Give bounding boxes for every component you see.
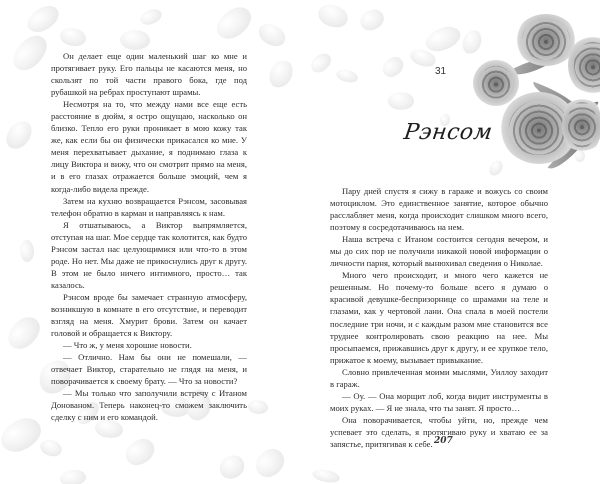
- chapter-title: Рэнсом: [402, 120, 495, 145]
- left-page-body-text: [51, 50, 247, 423]
- paragraph: Много чего происходит, и много чего кажется не решенным. Но почему-то больше всего я думаю о красивой девушке-беспризорнице со шрамами на теле и глазами, как у чертовой лани. Она спала в моей постели последние три ночи, и с каждым разом мне становится все труднее контролировать свою реакцию на нее. Мы просыпаемся, прижавшись друг к другу, и ее хрупкое тело, прижатое к моему, вызывает привыкание.: [330, 270, 548, 365]
- right-page-body-text: [330, 185, 548, 450]
- right-page: [300, 0, 600, 484]
- dialogue-paragraph: — Мы только что заполучили встречу с Итаном Донованом. Теперь наконец-то сможем заключить сделку с ним и его командой.: [51, 388, 247, 423]
- paragraph: Она поворачивается, чтобы уйти, но, прежде чем успевает это сделать, я протягиваю руку и хватаю ее за запястье, притягивая к себе.: [330, 414, 548, 449]
- paragraph: Он делает еще один маленький шаг ко мне и протягивает руку. Его пальцы не касаются меня, но скользят по той части правого бока, где под рубашкой на ребрах проступают шрамы.: [51, 51, 247, 98]
- paragraph: Словно привлеченная моими мыслями, Уиллоу заходит в гараж.: [330, 366, 548, 389]
- page-number: 207: [434, 436, 453, 446]
- paragraph: Я отшатываюсь, а Виктор выпрямляется, отступая на шаг. Мое сердце так колотится, как будто Рэнсом застал нас целующимися или что-то в этом роде. Но нет. Мы даже не прикоснулись друг к другу. В этом не было ничего интимного, просто… так казалось.: [51, 219, 247, 290]
- paragraph: Пару дней спустя я сижу в гараже и вожусь со своим мотоциклом. Это единственное занятие, которое обычно расслабляет меня, когда происходит слишком много всего, поэтому я сосредотачиваюсь на нем.: [330, 186, 548, 233]
- paragraph: Затем на кухню возвращается Рэнсом, засовывая телефон обратно в карман и направляясь к нам.: [51, 195, 247, 218]
- dialogue-paragraph: — Оу. — Она морщит лоб, когда видит инструменты в моих руках. — Я не знала, что ты занят. Я просто…: [330, 390, 548, 413]
- chapter-number: 31: [435, 66, 447, 77]
- paragraph: Наша встреча с Итаном состоится сегодня вечером, и мы до сих пор не получили никакой новой информации о личности парня, который вынюхивал сведения о Николае.: [330, 234, 548, 269]
- paragraph: Рэнсом вроде бы замечает странную атмосферу, возникшую в комнате в его отсутствие, и переводит взгляд на меня. Хмурит брови. Затем он качает головой и обращается к Виктору.: [51, 291, 247, 339]
- paragraph: Несмотря на то, что между нами все еще есть расстояние в дюйм, я остро ощущаю, насколько он близко. Тепло его руки проникает в мою кожу так же, как если бы он физически прикасался ко мне. У меня перехватывает дыхание, я поднимаю глаза к лицу Виктора и вижу, что он смотрит прямо на меня, и в его глазах отражается больше эмоций, чем я когда-либо видела прежде.: [51, 99, 247, 194]
- dialogue-paragraph: — Что ж, у меня хорошие новости.: [63, 340, 192, 351]
- dialogue-paragraph: — Отлично. Нам бы они не помешали, — отвечает Виктор, старательно не глядя на меня, и поворачивается к своему брату. — Что за новости?: [51, 352, 247, 387]
